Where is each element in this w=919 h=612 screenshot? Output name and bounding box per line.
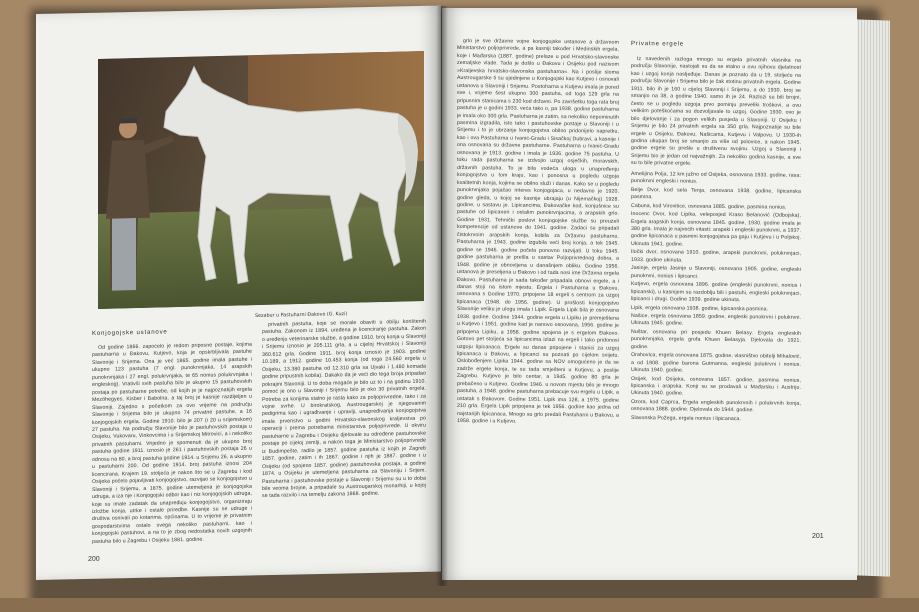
section-heading-konjogojske: Konjogojske ustanove	[92, 328, 168, 337]
ergela-entry: Našice, ergela osnovana 1859. godine, engleski punokrvni i polukrvni. Ukinuta 1945. godine.	[631, 312, 801, 327]
handler-figure	[98, 51, 424, 309]
right-col2-intro: Iz navedenih razloga mnogo su ergela privatnih vlasnika na području Slavonije, nastojali su da se stalno u ovu njihovu djelatnost kao i uzgoj konja nasljeđuje. Danas je poznato da u 19. stoljeću na području Slavonije i Srijema bilo je čak stotinu privatnih ergela. Godine 1911. bilo ih je 160 u cijeloj Slavoniji i Srijemu, a do 1930. broj se smanjio na 38, a godine 1940. samo ih je 24. Razlozi su bili brojni, često se u pogledu uzgoja prvo pominju preveliki troškovi, a ovu velikiim poteškoćama su dozvoljavale to uzgoj. Godine 1930. ovo je bilo djelovanje i za pogon velikih posjeda u Slavoniji. U Osijeku i Srijemu je bilo 24 privatnih ergela sa 350 grla. Najpoznatije su bile ergele u Osijeku, Đakovu, Našicama, Kutjevu i Valpovu. U 1930-ih godina ukupan broj se smanjio za više od polovice, a nakon 1945. godine ergele su prešle u društvenu svojinu. Uzgoj u Slavoniji i Srijemu bio je jedan od najvažnijih. Za nekoliko godina kasnije, a sve su to bile privatne ergele.	[631, 56, 801, 167]
ergela-entry: Ozora, kod Caprca, Ergela engleskih punokrvnih i polukrvnih konja, osnovana 1888. godine. Djelovala do 1944. godine.	[631, 398, 801, 414]
ergela-entry: Orahovica, ergela osnovana 1875. godine, vlasništvo obitelji Mihalović, a od 1908. godine barona Gutmanna, engleski polukrvni i nonius. Ukinuta 1940. godine.	[631, 352, 801, 374]
horse-photo	[98, 51, 424, 309]
left-col1-text: Od godine 1866. zapoćelo je redom priposne postaje, kojima pastuharna u Đakovu, Kutjevo, koja je opskrbljivala pastuhe Slavonije i Srijema. Ona je već 1865. godine imala pastuhe i ukupno 123 pastuha (7 engl. punokrvnjaka, 14 arapskih punokrvnjaka i 27 engl. polukrvnjaka, te 65 nonius polukrvnjaka i engleskog). Vrativši svih pastuha bilo je ukupno 15 pastuhovskih postaja po pastuharne potrebe, od kojih je je najpoznatijih ergela Mezöhegyes, Kisber i Babolna, a taj broj je kasnije razdijeljen u Slavoniji. Zajedno s početkom za ovo vrijeme na području Slavonije i Srijema bilo je ukupno 74 privatne pastuhe, a 16 konjogojskih ergela. Godine 1910. bilo je 207 (i 20 u srijemskom) 27 pastuha. Na području Slavonije bilo je pastuhovskih postaja u Osijeku, Vukovaru, Vinkovcima i u Srijemskoj Mitrovici, a i nekoliko privatnih pastuharni. Vrijedno je spomenuti da je ukupno broj pastuha godine 1911. iznosio je 261 i pastuhovskih postaja 26 u odnosu na 80, a broj pastuha godine 1914. u Srijemu 26, a ukupno u pastuharni 200. Od godine 1914. broj pastuha iznosi 204 licencirana. Krajem 19. stoljeća je nakon što se u Zagrebu i kod Osijeka počelo pojavljivati konjogojstvo, razvijao se konjogojstvo u Slavoniji i Srijemu, a 1875. godine utemeljena je konjogojska udruga, a iza nje i Konjogojski odbor kao i niz konjogojskih udruga, koje su imale zadatak da unapređuju konjogojstvo, organiziraju izložbe konja, utrke i ostale priredbe. Kasnije su se udruge i društva osnivali po kotarima, općinama. U to vrijeme je privatnim gospodarstvima ostalo svega nekoliko pastuharni, kao i konjogojski pastuhovi, a na to je zbog nedostatka novih uzgojnih pastuha bilo u Zagrebu i Osijeku 1881. godine.	[92, 341, 252, 545]
ergela-entry: Kutjevo, ergela osnovana 1896. godine (engleski punokrvni, nonius i lipicanski), u kasnijem su razdoblju bili i pastuhi, engleski polukrvnjaci, lipicanci i drugi. Godine 1939. godine ukinuta.	[631, 281, 801, 304]
page-stack	[856, 19, 890, 576]
ergela-entry: Jasinje, ergela Jasinje u Slavoniji, osnovana 1905. godine, engleski punokrvni, nonius i lipicanci.	[631, 265, 801, 280]
page-number-left: 200	[88, 555, 100, 563]
left-text-column-2	[262, 319, 426, 544]
ergela-entry: Amelijina Polja, 12 km južno od Osijeka, osnovana 1933. godine, rasa: punokrvni engleski i nonius.	[631, 170, 801, 185]
ergela-entry: Inocenc Dvor, kod Lipika, veleposjed Kraso Belanović (Odbojska), Ergela arapskih konja, osnovana 1845. godine, 1930. godine imala je 380 grla. Imala je najvećih vitasti: arapski i engleski punokrvni, a 1937. godine lipicanaca u pasmini konjogojstva pa gaju i Kutjevu i u Poljskoj. Ukinuta 1941. godine.	[631, 211, 801, 248]
ergela-entry: Cabuna, kod Virovitice, osnovana 1885. godine, pasmina nonius.	[631, 202, 787, 211]
ergela-entry: Iločki dvor, osnovana 1910. godine, arapski punokrvni, polukrvnjaci, 1933. godine ukinuta.	[631, 249, 801, 264]
ergela-entry: Slavonska Požega, ergela nonius i lipicanaca.	[631, 414, 742, 422]
left-text-column-1	[92, 342, 252, 545]
right-col1-text: grlo je sve državne vojne konjogojske ustanove a državnom Ministarstvo poljoprivrede, a pa kasniji također i Medinskih ergela, koje i Mađarska (1887. godine) prelaze u pod Hrvatsko-slavonske zemaljske vlade. Tada je došlo u Đakovu i Osijeku pod nazivom »Kraljevska hrvatsko-slavonska pastuharna«. Na i poslije sloma Austrougarske ti su ujedinjene u Konjogojski kao Kutjevo i osnovali ustanova u Slavoniji i Srijemu. Postoharna u Kutjevu imala je pored sve i, vrijeme šest ukupno 300 pastuha, od toga 129 grla na pripusnim stanicama s 230 kod državni. Po završetku toga rata broj pastuha je u godini 1933. veća tako o, pa 1938. godine pastuharna je imala oko 300 grla. Pastuharna je zatim, sa nekoliko nepominutih pasmina izgradila, isto tako i pastuhovske postaje u Slavoniji i u Srijemu i to je ubrzanje konjogojstva obilno pridonijelo napretku, kao i ova Pastuharna u Ivanić-Gradu i Sisačkoj Dubravi, a kasnije i ona osnovana su državne pastuharne. Pastuharna u Ivanić-Gradu osnovana je 1913. godine i imala je 1936. godine 75 pastuha. U toku rada pastuharna se izdvojio uzgoj osječkih, moravskih, državnih pastuha. To je bila vodeća uloga u unapređenju konjogojstva u tom kraju, kao i ponosna u pogledu uzgoja kvalitetnih konja, kojima se obilno služi i danas. Kako se u pogledu punokrvnjaka pojačao interes konjogojaca, u nedavno je 1920. godine gleda, u kojoj se kasnije ubrajaju (u Nijemačkoj) 1928. godine, u sastavu je. Lipicancima, Đakovačke kod, konjušnice su pastuhe od lipicaneri i ostalim punokrvnjacima, a arapskih grlo. Godine 1931. Tehnički poslovi konjogojske službe su preuzeli kompetencije od ustanove do 1941. godine. Zadaci su pripadali čistokrvnim arapskih konja, kobila za Državnu pastuharnu. Pastuharna je 1943. godine izgubila veći broj konja, a tek 1945. godine se 1946. godine počela ponovno razvijati. U toku 1945. godine pastuharna je prešla u sastav Poljoprivrednog dobra, a 1948. godine je obnovljena u današnjem obliku. Godine 1956. ustanova je preseljena u Đakovo i od tada nosi ime Državna ergela Đakovo. Pastuharna je sada također pripadala obnovi ergele, a i danas stoji na istom mjestu. Ergela i Pastuharna u Đakovu, osnovana s Godine 1970. pripojene 18 ergeli s centrom za uzgoj lipicanaca (1948. do 1956. godine). U prošlosti konjogojstvo Slavonije veliku je ulogu imala i Lipik. Ergela Lipik bila je osnovana 1938. godine. Godine 1944. godine ergela u Lipiku je premještena u Kutjevo i 1951. godine kad je nanovo osnovana, 1956. godine je pripojena Lipiku, a 1958. godine spojena je s ergelom Đakovo. Gotovo pet stoljeća sa lipicancima izlazi na ergeli i tako pridonosi uzgoju lipicanaca. Ergele su danas pripojene i stanici za uzgoj lipicanaca u Đakovu, a lipicanci su poznati po cijelom svijetu. Oslobođenjem Lipika 1944. godine sa NOV omogućeno je da se zadrže ergele konja, te su tada smješteni u Kutjevu, a poslije Zagrebu. Kutjevo je bilo centar, a 1945. godine 80 grla je prebačeno u Kutjevo. Godine 1946. u novom mjestu bilo je mnogo pastuha, a 1948. godine pastuharna prebacuje svu ergelu u Lipik, a ostatak s Đakovom. Godine 1951. Lipik ima 128, a 1975. godine 210 grla. Ergela Lipik pripojena je tek 1956. godine kao jedna od najstarijih lipicanaca. Mnogo su grlo predali Pastuharni u Đakovu, a 1958. godine i u Kutjevo.	[457, 38, 619, 425]
book-gutter	[436, 6, 448, 586]
photo-caption: Sezabur u Pastuharni Đakovo (G. Kuzi)	[255, 312, 348, 319]
right-text-column-2	[631, 56, 801, 528]
left-col2-text: privatnih pastuha, koje se morale obaviti u obilju korištenih pastuha. Zakonom iz 1894. uređena je licenciranje pastuha. Zakon o uređenju veterinarske službe, a godine 1910. broj konja u Slavoniji i Srijemu iznosio je 205.111 grla, a u cijeloj Hrvatskoj i Slavoniji 360.612 grla. Godine 1911. broj konja iznosio je 1903. godine 10.189, a 1912. godine 10.453 konja (od toga 24.560 ergela u Osijeku, 13.380 pastuha od 12.310 grla sa Ujvaki i 1.480 komada godine pripustnih kobila). Dakako da je veći dio tega broja pripadao pokrajini Slavoniji. U to doba mogaće je bilo uz to i na godinu 1910. pomoć je ono u Slavoniji i Srijemu bilo je oko 30 privatnih ergela. Potreba za konjima stalno je rasla kako za poljoprivredne, tako i za vojne svrhe. U birokratskog, Austrougarskoj je njegovanim pedigrima kao i ugrađivanje i upravlji, unapređivanja konjogojstva imala prvenstvo u godini Hrvatsko-slavonskog kraljevstva po operaciji i prema potrebama ministarstva poljoprivrede. U okviru pastuharne u Zagrebu i Osijeku djelovale su određene pastuhovske postaje po cijeloj zemlji, a nakon toga je Ministarstvo poljoprivrede iz Budimpešte, radilo je 1857. godine pastuha iz kojih je Zagreb 1857. godine, zatim i ih 1867. godine i njih je 1887. godine i u Osijeku (od spojeno 1857. godine) pastuhovska postaja, a godine 1874. u Osijeku je utemeljena pastuharna za Slavoniju i Srijem. Pastuharna i pastuhovske postaje u Slavoniji i Srijemu su u to doba bile veoma brojne, a pripadale su Austrougarskoj monarhiji, u kojoj se tada razvilo i na temelju zakona 1868. godine.	[262, 318, 426, 500]
section-heading-privatne-ergele: Privatne ergele	[631, 40, 684, 48]
ergela-entry: Nuštar, osnovana pri posjedu Khuen Belasy. Ergela engleskih punokrvnjaka, ergela grofa Khuen Belasyja. Djelovala do 1921. godine.	[631, 328, 801, 350]
right-text-column-1	[457, 38, 619, 540]
ergela-entry: Lipik, ergela osnovana 1938. godine, lipicanska pasmina.	[631, 304, 769, 312]
ergela-entry: Belje Dvor, kod sela Tenja, osnovana 1938. godine, lipicanska pasmina.	[631, 186, 801, 201]
ergela-entry: Osijek, kod Osijeka, osnovana 1857. godine, pasmina nonius, lipicanska i arapska. Konji su se prodavali u Mađarsku i Austriju. Ukinuta 1940. godine.	[631, 375, 801, 398]
table-surface	[0, 598, 919, 612]
page-number-right: 201	[812, 533, 824, 540]
